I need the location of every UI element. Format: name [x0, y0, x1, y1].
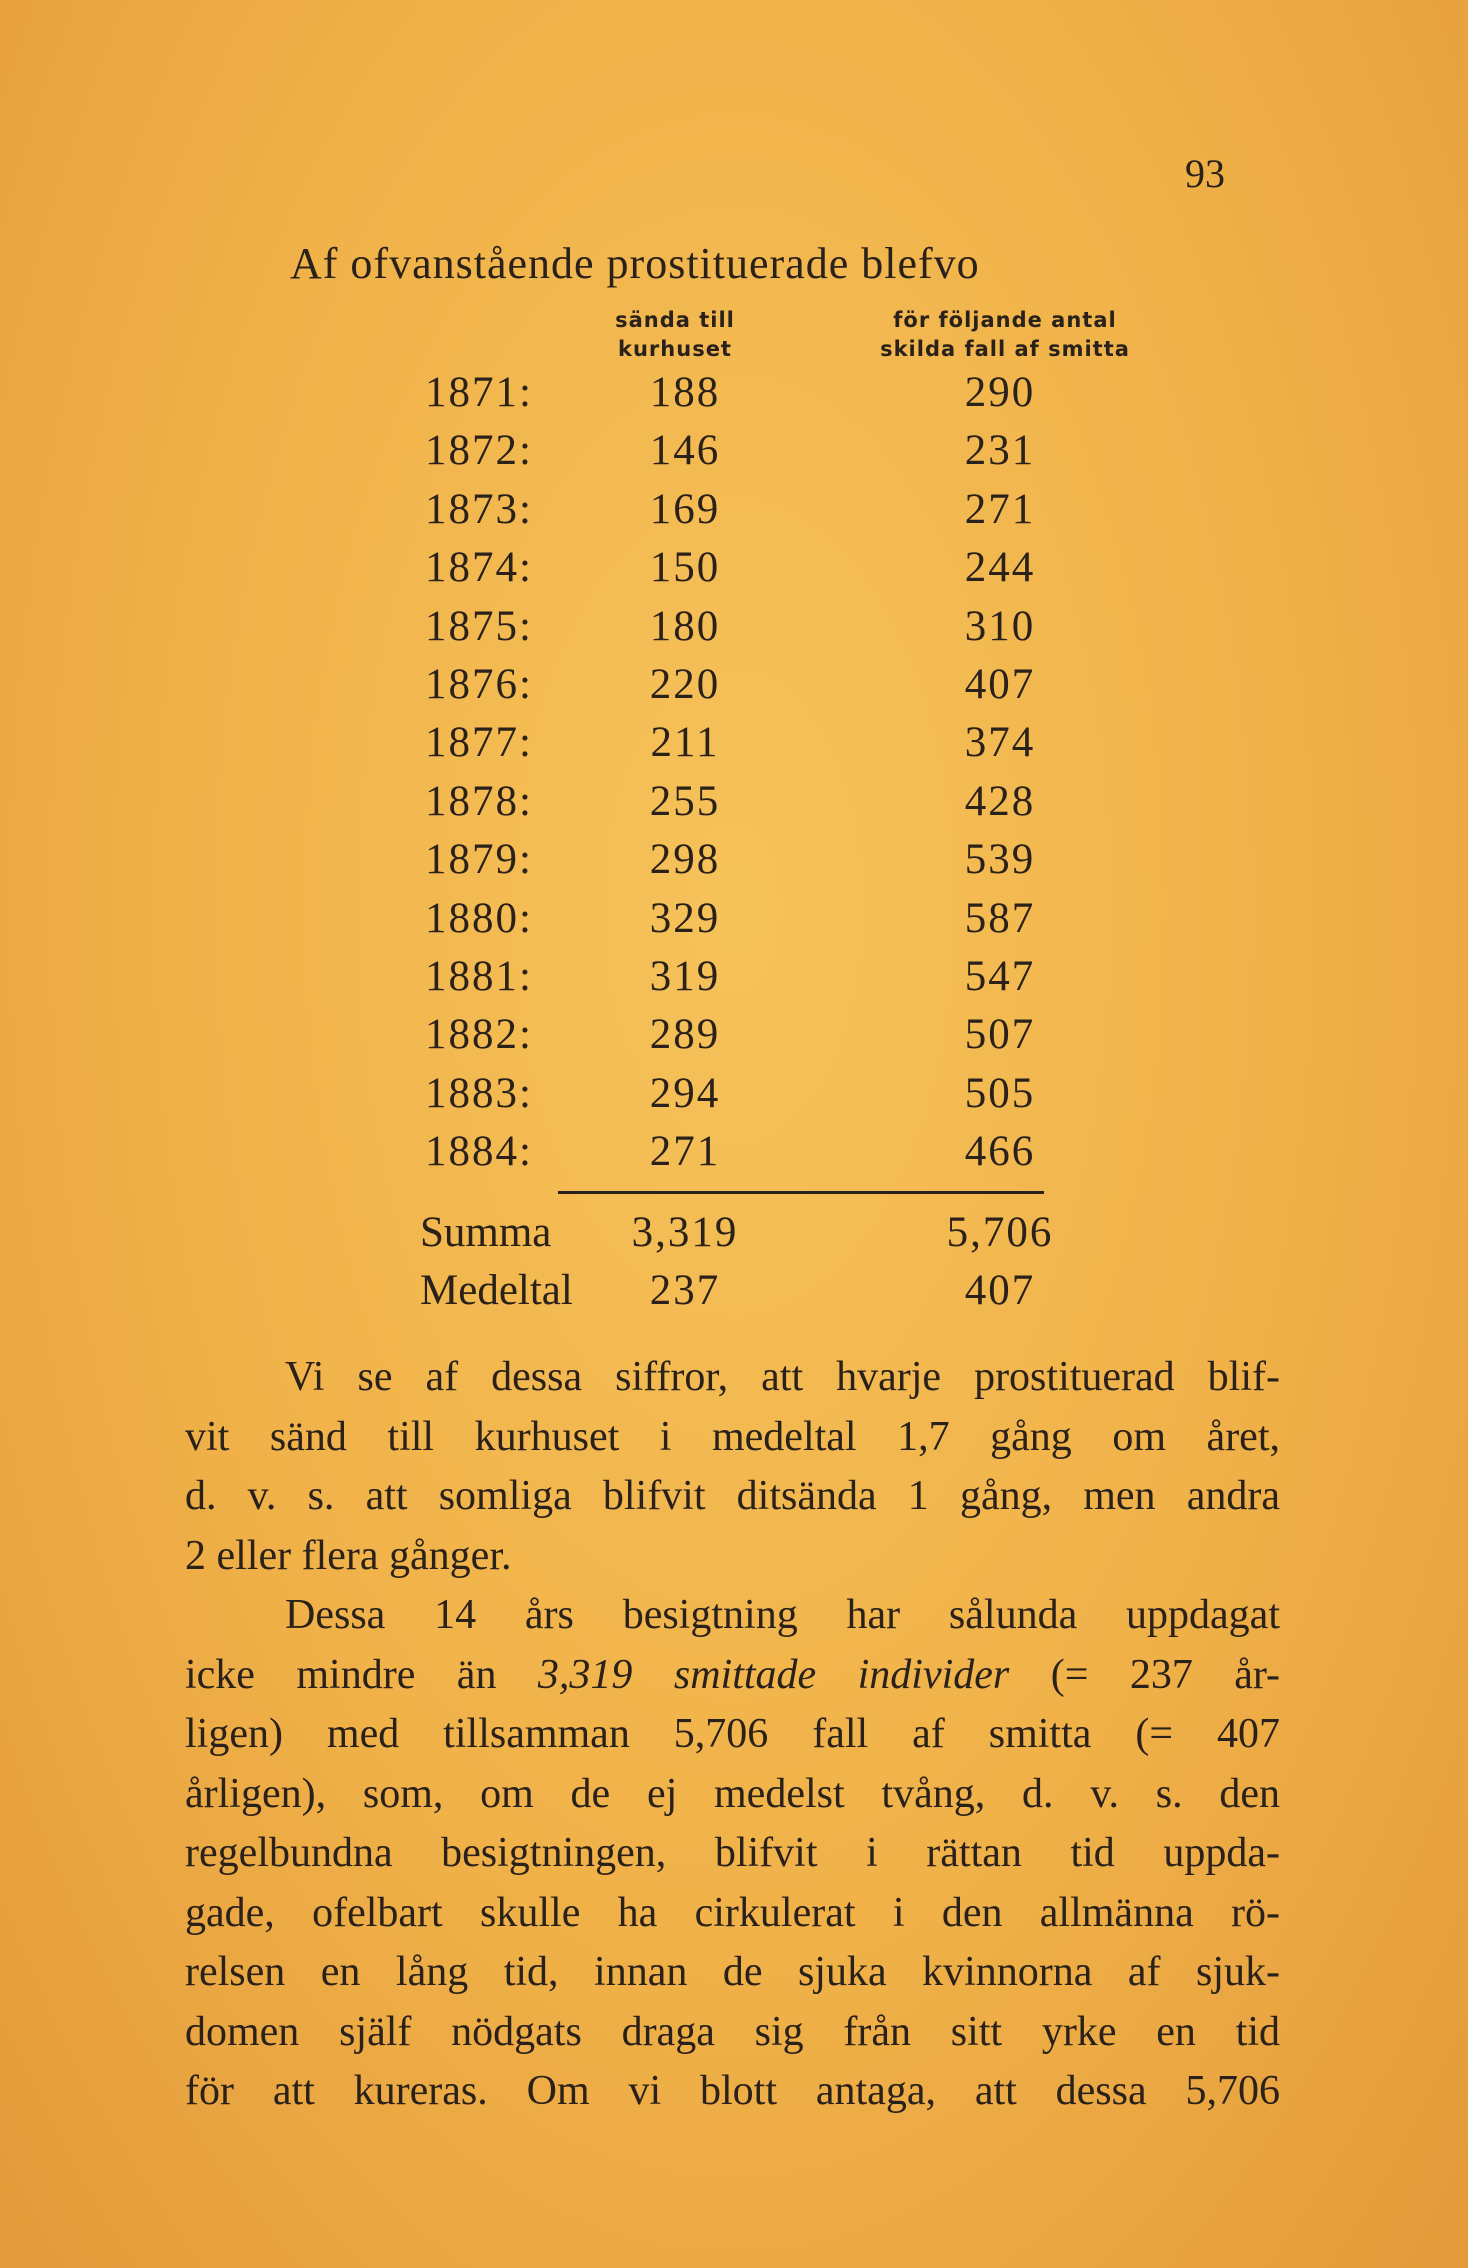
sum-row [0, 1208, 1468, 1266]
cell-sent: 271 [649, 1128, 721, 1176]
mean-cases: 407 [964, 1267, 1036, 1314]
cell-year: 1876: [425, 661, 533, 708]
cell-cases: 507 [964, 1011, 1036, 1059]
mean-row [0, 1266, 1468, 1324]
table-row [0, 368, 1468, 426]
text-line: för att kureras. Om vi blott antaga, att dessa 5,706 [185, 2068, 1280, 2114]
text-line: domen själf nödgats draga sig från sitt yrke en tid [185, 2008, 1280, 2055]
table-row [0, 543, 1468, 601]
cell-year: 1882: [425, 1011, 533, 1059]
text-segment: (= 237 år- [1050, 1651, 1281, 1698]
page-number: 93 [1185, 151, 1225, 196]
column-header-cases-line: för följande antal [893, 308, 1117, 332]
cell-year: 1873: [425, 485, 533, 533]
table-row [0, 1069, 1468, 1127]
text-segment: icke mindre än [185, 1651, 497, 1698]
text-line: relsen en lång tid, innan de sjuka kvinnorna af sjuk- [185, 1949, 1280, 1995]
cell-year: 1878: [425, 777, 533, 825]
table-row [0, 1010, 1468, 1068]
cell-year: 1879: [425, 836, 533, 884]
mean-label: Medeltal [420, 1267, 573, 1314]
table-row [0, 952, 1468, 1010]
cell-sent: 180 [649, 602, 721, 650]
table-row [0, 835, 1468, 893]
cell-year: 1880: [425, 894, 533, 942]
cell-cases: 539 [964, 836, 1036, 884]
column-header-cases [840, 306, 1170, 364]
table-row [0, 777, 1468, 835]
sum-label: Summa [420, 1209, 552, 1256]
text-line: gade, ofelbart skulle ha cirkulerat i den allmänna rö- [185, 1889, 1280, 1936]
cell-cases: 290 [964, 369, 1036, 416]
table-row [0, 718, 1468, 776]
sum-sent: 3,319 [631, 1209, 739, 1256]
cell-year: 1881: [425, 953, 533, 1000]
text-line: Vi se af dessa siffror, att hvarje prostituerad blif- [285, 1354, 1280, 1400]
text-line: Dessa 14 års besigtning har sålunda uppdagat [285, 1592, 1280, 1638]
text-line: regelbundna besigtningen, blifvit i rättan tid uppda- [185, 1830, 1280, 1876]
cell-year: 1874: [425, 544, 533, 592]
cell-year: 1872: [425, 427, 533, 475]
cell-sent: 211 [650, 719, 720, 767]
sum-cases: 5,706 [946, 1209, 1054, 1256]
cell-cases: 466 [964, 1128, 1036, 1176]
cell-year: 1877: [425, 719, 533, 767]
cell-cases: 271 [964, 485, 1036, 533]
cell-sent: 298 [649, 836, 721, 884]
column-header-sent [565, 306, 785, 364]
paragraph-2 [185, 1586, 1280, 2122]
cell-cases: 244 [964, 544, 1036, 592]
column-header-cases-line: skilda fall af smitta [880, 337, 1130, 361]
emphasis-text: 3,319 smittade individer [537, 1651, 1010, 1698]
column-header-sent-line: sända till [615, 308, 735, 332]
cell-sent: 220 [649, 661, 721, 708]
text-line: årligen), som, om de ej medelst tvång, d. v. s. den [185, 1770, 1280, 1817]
cell-year: 1884: [425, 1128, 533, 1176]
cell-sent: 294 [649, 1069, 721, 1117]
cell-sent: 319 [649, 953, 721, 1000]
cell-sent: 255 [649, 777, 721, 825]
table-row [0, 660, 1468, 718]
cell-cases: 505 [964, 1069, 1036, 1117]
table-row [0, 426, 1468, 484]
cell-sent: 150 [649, 544, 721, 592]
cell-sent: 188 [649, 369, 721, 416]
cell-sent: 146 [649, 427, 721, 475]
table-row [0, 485, 1468, 543]
table-row [0, 1127, 1468, 1185]
cell-cases: 587 [964, 894, 1036, 942]
text-line: ligen) med tillsamman 5,706 fall af smitta (= 407 [185, 1711, 1280, 1757]
cell-year: 1883: [425, 1069, 533, 1117]
text-line: 2 eller flera gånger. [185, 1532, 512, 1579]
cell-cases: 547 [964, 953, 1036, 1000]
table-row [0, 602, 1468, 660]
cell-sent: 289 [649, 1011, 721, 1059]
table-row [0, 894, 1468, 952]
table-intro: Af ofvanstående prostituerade blefvo [290, 239, 980, 288]
mean-sent: 237 [649, 1267, 721, 1314]
text-line: vit sänd till kurhuset i medeltal 1,7 gång om året, [185, 1413, 1280, 1460]
cell-year: 1871: [425, 369, 533, 416]
cell-cases: 407 [964, 661, 1036, 708]
cell-year: 1875: [425, 602, 533, 650]
text-line [185, 1646, 1280, 1706]
cell-cases: 310 [964, 602, 1036, 650]
cell-cases: 231 [964, 427, 1036, 475]
column-header-sent-line: kurhuset [618, 337, 732, 361]
text-line: d. v. s. att somliga blifvit ditsända 1 gång, men andra [185, 1473, 1280, 1519]
cell-cases: 428 [964, 777, 1036, 825]
cell-cases: 374 [964, 719, 1036, 767]
cell-sent: 169 [649, 485, 721, 533]
paragraph-1 [185, 1348, 1280, 1586]
cell-sent: 329 [649, 894, 721, 942]
sum-rule [558, 1191, 1044, 1194]
